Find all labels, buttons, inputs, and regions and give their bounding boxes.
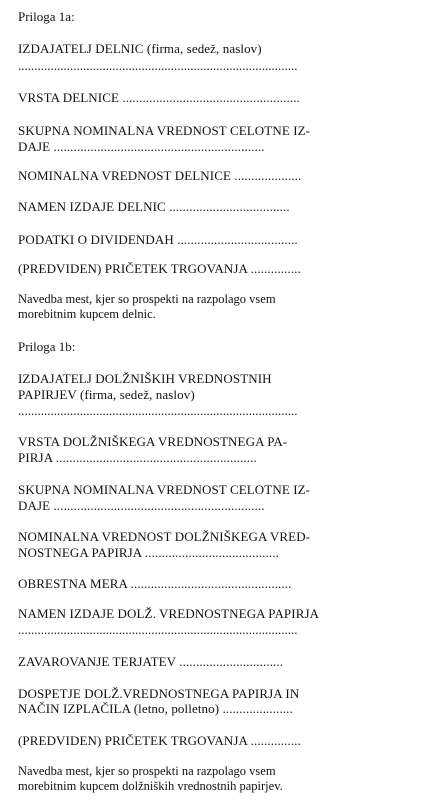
annex-1b-title: Priloga 1b: (18, 339, 76, 354)
total-nominal-value-label: SKUPNA NOMINALNA VREDNOST CELOTNE IZ- (18, 123, 311, 138)
trading-start-field: (PREDVIDEN) PRIČETEK TRGOVANJA ............... (18, 261, 301, 276)
maturity-label: DOSPETJE DOLŽ.VREDNOSTNEGA PAPIRJA IN (18, 686, 300, 701)
debt-total-nominal-fill-line: DAJE ............................................................... (18, 498, 265, 513)
debt-nominal-value-label: NOMINALNA VREDNOST DOLŽNIŠKEGA VRED- (18, 529, 311, 544)
maturity-fill-line: NAČIN IZPLAČILA (letno, polletno) ..................... (18, 701, 293, 716)
debt-total-nominal-label: SKUPNA NOMINALNA VREDNOST CELOTNE IZ- (18, 482, 311, 497)
debt-type-label: VRSTA DOLŽNIŠKEGA VREDNOSTNEGA PA- (18, 434, 288, 449)
issuer-debt-label-line2: PAPIRJEV (firma, sedež, naslov) (18, 387, 195, 402)
debt-nominal-value-fill-line: NOSTNEGA PAPIRJA ........................................ (18, 545, 279, 560)
prospectus-note-line2: morebitnim kupcem delnic. (18, 307, 156, 321)
share-nominal-value-field: NOMINALNA VREDNOST DELNICE .................... (18, 168, 302, 183)
debt-type-fill-line: PIRJA ............................................................ (18, 450, 257, 465)
dividends-field: PODATKI O DIVIDENDAH .................................... (18, 232, 298, 247)
debt-prospectus-note-line1: Navedba mest, kjer so prospekti na razpolago vsem (18, 764, 276, 778)
collateral-field: ZAVAROVANJE TERJATEV ............................... (18, 654, 284, 669)
issue-purpose-field: NAMEN IZDAJE DELNIC .................................... (18, 199, 290, 214)
annex-1a-title: Priloga 1a: (18, 9, 75, 24)
prospectus-note-line1: Navedba mest, kjer so prospekti na razpolago vsem (18, 292, 276, 306)
debt-trading-start-field: (PREDVIDEN) PRIČETEK TRGOVANJA ............... (18, 733, 301, 748)
issuer-shares-label: IZDAJATELJ DELNIC (firma, sedež, naslov) (18, 41, 262, 56)
issuer-debt-label-line1: IZDAJATELJ DOLŽNIŠKIH VREDNOSTNIH (18, 371, 272, 386)
total-nominal-value-fill-line: DAJE ............................................................... (18, 139, 265, 154)
debt-prospectus-note-line2: morebitnim kupcem dolžniških vrednostnih papirjev. (18, 779, 283, 793)
debt-issue-purpose-label: NAMEN IZDAJE DOLŽ. VREDNOSTNEGA PAPIRJA (18, 606, 320, 621)
share-type-field: VRSTA DELNICE ..................................................... (18, 90, 300, 105)
interest-rate-field: OBRESTNA MERA ................................................ (18, 576, 292, 591)
issuer-debt-fill-line: ...................................................................................... (18, 404, 298, 417)
debt-issue-purpose-fill-line: ...................................................................................... (18, 623, 298, 636)
issuer-shares-fill-line: ...................................................................................... (18, 59, 298, 72)
